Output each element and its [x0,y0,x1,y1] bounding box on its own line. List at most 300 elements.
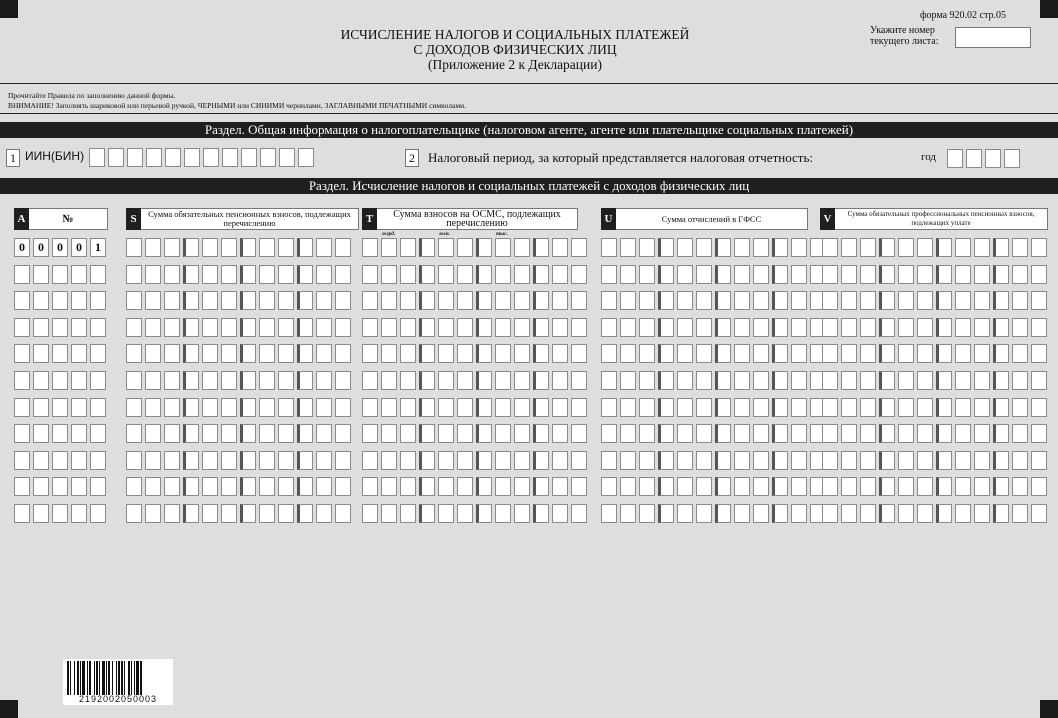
row-number-cell[interactable] [14,344,30,363]
pension-contribution-cell[interactable] [240,451,256,470]
professional-pension-cell[interactable] [860,318,876,337]
osms-contribution-cell[interactable] [400,291,416,310]
gfss-contribution-cell[interactable] [658,265,674,284]
osms-contribution-cell[interactable] [362,265,378,284]
pension-contribution-cell[interactable] [316,451,332,470]
gfss-contribution-cell[interactable] [601,318,617,337]
osms-contribution-cell[interactable] [400,451,416,470]
gfss-contribution-cell[interactable] [677,318,693,337]
professional-pension-cell[interactable] [1012,371,1028,390]
gfss-contribution-cell[interactable] [715,344,731,363]
gfss-contribution-cell[interactable] [658,371,674,390]
professional-pension-cell[interactable] [936,318,952,337]
professional-pension-cell[interactable] [822,371,838,390]
gfss-contribution-cell[interactable] [639,238,655,257]
professional-pension-cell[interactable] [860,424,876,443]
row-number-cell[interactable] [52,265,68,284]
row-number-cell[interactable] [14,265,30,284]
professional-pension-cell[interactable] [936,238,952,257]
row-number-cell[interactable] [33,265,49,284]
pension-contribution-cell[interactable] [126,371,142,390]
professional-pension-cell[interactable] [917,451,933,470]
professional-pension-cell[interactable] [993,451,1009,470]
professional-pension-cell[interactable] [917,504,933,523]
pension-contribution-cell[interactable] [259,371,275,390]
pension-contribution-cell[interactable] [297,451,313,470]
gfss-contribution-cell[interactable] [791,371,807,390]
professional-pension-cell[interactable] [1031,238,1047,257]
osms-contribution-cell[interactable] [381,265,397,284]
pension-contribution-cell[interactable] [126,238,142,257]
pension-contribution-cell[interactable] [259,451,275,470]
gfss-contribution-cell[interactable] [677,265,693,284]
professional-pension-cell[interactable] [974,371,990,390]
pension-contribution-cell[interactable] [278,371,294,390]
pension-contribution-cell[interactable] [316,344,332,363]
osms-contribution-cell[interactable] [476,504,492,523]
pension-contribution-cell[interactable] [297,238,313,257]
pension-contribution-cell[interactable] [202,238,218,257]
pension-contribution-cell[interactable] [240,265,256,284]
professional-pension-cell[interactable] [936,424,952,443]
pension-contribution-cell[interactable] [297,477,313,496]
gfss-contribution-cell[interactable] [715,291,731,310]
row-number-cell[interactable] [33,344,49,363]
gfss-contribution-cell[interactable] [753,424,769,443]
row-number-cell[interactable] [14,424,30,443]
pension-contribution-cell[interactable] [221,238,237,257]
gfss-contribution-cell[interactable] [715,424,731,443]
row-number-cell[interactable] [90,265,106,284]
row-number-cell[interactable]: 0 [52,238,68,257]
osms-contribution-cell[interactable] [514,291,530,310]
pension-contribution-cell[interactable] [183,504,199,523]
osms-contribution-cell[interactable] [571,451,587,470]
pension-contribution-cell[interactable] [278,291,294,310]
pension-contribution-cell[interactable] [240,318,256,337]
professional-pension-cell[interactable] [822,265,838,284]
osms-contribution-cell[interactable] [419,344,435,363]
gfss-contribution-cell[interactable] [791,318,807,337]
osms-contribution-cell[interactable] [381,451,397,470]
pension-contribution-cell[interactable] [316,371,332,390]
professional-pension-cell[interactable] [974,451,990,470]
professional-pension-cell[interactable] [917,344,933,363]
osms-contribution-cell[interactable] [552,371,568,390]
professional-pension-cell[interactable] [879,424,895,443]
professional-pension-cell[interactable] [955,291,971,310]
professional-pension-cell[interactable] [917,371,933,390]
pension-contribution-cell[interactable] [278,318,294,337]
pension-contribution-cell[interactable] [259,238,275,257]
gfss-contribution-cell[interactable] [753,451,769,470]
osms-contribution-cell[interactable] [533,318,549,337]
professional-pension-cell[interactable] [1031,265,1047,284]
pension-contribution-cell[interactable] [145,318,161,337]
gfss-contribution-cell[interactable] [734,291,750,310]
pension-contribution-cell[interactable] [202,291,218,310]
osms-contribution-cell[interactable] [381,504,397,523]
gfss-contribution-cell[interactable] [753,371,769,390]
gfss-contribution-cell[interactable] [601,398,617,417]
professional-pension-cell[interactable] [879,371,895,390]
pension-contribution-cell[interactable] [240,371,256,390]
professional-pension-cell[interactable] [860,265,876,284]
gfss-contribution-cell[interactable] [734,238,750,257]
row-number-cell[interactable]: 1 [90,238,106,257]
gfss-contribution-cell[interactable] [772,265,788,284]
gfss-contribution-cell[interactable] [601,238,617,257]
osms-contribution-cell[interactable] [495,451,511,470]
pension-contribution-cell[interactable] [202,371,218,390]
osms-contribution-cell[interactable] [381,424,397,443]
pension-contribution-cell[interactable] [240,344,256,363]
osms-contribution-cell[interactable] [533,291,549,310]
pension-contribution-cell[interactable] [164,238,180,257]
pension-contribution-cell[interactable] [183,398,199,417]
gfss-contribution-cell[interactable] [753,291,769,310]
pension-contribution-cell[interactable] [126,424,142,443]
gfss-contribution-cell[interactable] [620,238,636,257]
osms-contribution-cell[interactable] [476,398,492,417]
osms-contribution-cell[interactable] [419,451,435,470]
osms-contribution-cell[interactable] [571,265,587,284]
row-number-cell[interactable] [90,344,106,363]
professional-pension-cell[interactable] [898,318,914,337]
year-digit-cell[interactable] [1004,149,1020,168]
gfss-contribution-cell[interactable] [639,504,655,523]
professional-pension-cell[interactable] [841,265,857,284]
pension-contribution-cell[interactable] [145,344,161,363]
professional-pension-cell[interactable] [879,451,895,470]
pension-contribution-cell[interactable] [145,504,161,523]
row-number-cell[interactable] [33,424,49,443]
gfss-contribution-cell[interactable] [753,318,769,337]
professional-pension-cell[interactable] [822,238,838,257]
professional-pension-cell[interactable] [898,477,914,496]
professional-pension-cell[interactable] [822,291,838,310]
osms-contribution-cell[interactable] [400,238,416,257]
gfss-contribution-cell[interactable] [639,398,655,417]
osms-contribution-cell[interactable] [400,318,416,337]
gfss-contribution-cell[interactable] [601,265,617,284]
pension-contribution-cell[interactable] [202,318,218,337]
gfss-contribution-cell[interactable] [658,291,674,310]
professional-pension-cell[interactable] [1031,291,1047,310]
osms-contribution-cell[interactable] [552,265,568,284]
row-number-cell[interactable] [52,398,68,417]
row-number-cell[interactable] [71,477,87,496]
pension-contribution-cell[interactable] [259,398,275,417]
gfss-contribution-cell[interactable] [601,371,617,390]
osms-contribution-cell[interactable] [476,451,492,470]
row-number-cell[interactable] [14,398,30,417]
gfss-contribution-cell[interactable] [772,291,788,310]
gfss-contribution-cell[interactable] [696,371,712,390]
gfss-contribution-cell[interactable] [677,424,693,443]
osms-contribution-cell[interactable] [419,318,435,337]
iin-digit-cell[interactable] [108,148,124,167]
osms-contribution-cell[interactable] [571,291,587,310]
professional-pension-cell[interactable] [993,291,1009,310]
osms-contribution-cell[interactable] [533,477,549,496]
osms-contribution-cell[interactable] [362,424,378,443]
gfss-contribution-cell[interactable] [601,344,617,363]
pension-contribution-cell[interactable] [278,265,294,284]
gfss-contribution-cell[interactable] [791,398,807,417]
osms-contribution-cell[interactable] [438,318,454,337]
gfss-contribution-cell[interactable] [620,424,636,443]
osms-contribution-cell[interactable] [438,371,454,390]
professional-pension-cell[interactable] [1031,451,1047,470]
gfss-contribution-cell[interactable] [601,504,617,523]
professional-pension-cell[interactable] [917,477,933,496]
pension-contribution-cell[interactable] [126,451,142,470]
row-number-cell[interactable] [14,477,30,496]
pension-contribution-cell[interactable] [316,477,332,496]
pension-contribution-cell[interactable] [316,265,332,284]
professional-pension-cell[interactable] [1031,424,1047,443]
row-number-cell[interactable] [33,504,49,523]
row-number-cell[interactable] [14,504,30,523]
gfss-contribution-cell[interactable] [696,424,712,443]
gfss-contribution-cell[interactable] [658,451,674,470]
professional-pension-cell[interactable] [822,424,838,443]
osms-contribution-cell[interactable] [552,477,568,496]
row-number-cell[interactable] [71,318,87,337]
pension-contribution-cell[interactable] [126,265,142,284]
osms-contribution-cell[interactable] [400,477,416,496]
professional-pension-cell[interactable] [822,477,838,496]
gfss-contribution-cell[interactable] [696,344,712,363]
pension-contribution-cell[interactable] [316,291,332,310]
osms-contribution-cell[interactable] [419,398,435,417]
row-number-cell[interactable] [33,291,49,310]
pension-contribution-cell[interactable] [316,398,332,417]
iin-digit-cell[interactable] [241,148,257,167]
professional-pension-cell[interactable] [1031,371,1047,390]
pension-contribution-cell[interactable] [259,265,275,284]
osms-contribution-cell[interactable] [457,424,473,443]
professional-pension-cell[interactable] [955,344,971,363]
pension-contribution-cell[interactable] [126,477,142,496]
row-number-cell[interactable] [52,477,68,496]
gfss-contribution-cell[interactable] [753,477,769,496]
osms-contribution-cell[interactable] [514,371,530,390]
iin-digit-cell[interactable] [203,148,219,167]
row-number-cell[interactable] [14,318,30,337]
pension-contribution-cell[interactable] [164,371,180,390]
pension-contribution-cell[interactable] [145,424,161,443]
professional-pension-cell[interactable] [879,477,895,496]
pension-contribution-cell[interactable] [335,265,351,284]
row-number-cell[interactable] [52,424,68,443]
osms-contribution-cell[interactable] [438,291,454,310]
row-number-cell[interactable] [71,424,87,443]
osms-contribution-cell[interactable] [362,371,378,390]
osms-contribution-cell[interactable] [400,424,416,443]
pension-contribution-cell[interactable] [202,477,218,496]
professional-pension-cell[interactable] [898,265,914,284]
osms-contribution-cell[interactable] [495,477,511,496]
professional-pension-cell[interactable] [955,238,971,257]
professional-pension-cell[interactable] [1031,398,1047,417]
gfss-contribution-cell[interactable] [715,318,731,337]
row-number-cell[interactable] [14,371,30,390]
professional-pension-cell[interactable] [993,344,1009,363]
pension-contribution-cell[interactable] [335,291,351,310]
gfss-contribution-cell[interactable] [677,398,693,417]
professional-pension-cell[interactable] [917,291,933,310]
row-number-cell[interactable] [14,451,30,470]
pension-contribution-cell[interactable] [221,344,237,363]
professional-pension-cell[interactable] [955,371,971,390]
osms-contribution-cell[interactable] [457,265,473,284]
gfss-contribution-cell[interactable] [772,371,788,390]
gfss-contribution-cell[interactable] [620,265,636,284]
row-number-cell[interactable] [52,451,68,470]
osms-contribution-cell[interactable] [476,291,492,310]
gfss-contribution-cell[interactable] [696,504,712,523]
gfss-contribution-cell[interactable] [639,477,655,496]
osms-contribution-cell[interactable] [438,238,454,257]
professional-pension-cell[interactable] [974,344,990,363]
osms-contribution-cell[interactable] [457,238,473,257]
professional-pension-cell[interactable] [860,344,876,363]
pension-contribution-cell[interactable] [164,504,180,523]
pension-contribution-cell[interactable] [297,344,313,363]
gfss-contribution-cell[interactable] [639,265,655,284]
pension-contribution-cell[interactable] [240,398,256,417]
row-number-cell[interactable] [52,504,68,523]
osms-contribution-cell[interactable] [400,398,416,417]
osms-contribution-cell[interactable] [571,344,587,363]
gfss-contribution-cell[interactable] [677,451,693,470]
professional-pension-cell[interactable] [1012,265,1028,284]
professional-pension-cell[interactable] [936,265,952,284]
gfss-contribution-cell[interactable] [734,344,750,363]
row-number-cell[interactable] [90,318,106,337]
gfss-contribution-cell[interactable] [734,424,750,443]
row-number-cell[interactable] [90,451,106,470]
osms-contribution-cell[interactable] [533,424,549,443]
osms-contribution-cell[interactable] [476,371,492,390]
professional-pension-cell[interactable] [879,238,895,257]
pension-contribution-cell[interactable] [240,238,256,257]
pension-contribution-cell[interactable] [183,424,199,443]
professional-pension-cell[interactable] [974,291,990,310]
osms-contribution-cell[interactable] [362,451,378,470]
professional-pension-cell[interactable] [993,318,1009,337]
gfss-contribution-cell[interactable] [677,238,693,257]
professional-pension-cell[interactable] [993,265,1009,284]
professional-pension-cell[interactable] [974,238,990,257]
gfss-contribution-cell[interactable] [715,398,731,417]
gfss-contribution-cell[interactable] [658,344,674,363]
row-number-cell[interactable] [71,398,87,417]
osms-contribution-cell[interactable] [514,477,530,496]
professional-pension-cell[interactable] [974,477,990,496]
osms-contribution-cell[interactable] [362,344,378,363]
gfss-contribution-cell[interactable] [620,477,636,496]
gfss-contribution-cell[interactable] [791,504,807,523]
pension-contribution-cell[interactable] [297,318,313,337]
gfss-contribution-cell[interactable] [601,424,617,443]
professional-pension-cell[interactable] [1012,318,1028,337]
gfss-contribution-cell[interactable] [601,451,617,470]
iin-digit-cell[interactable] [89,148,105,167]
professional-pension-cell[interactable] [898,504,914,523]
gfss-contribution-cell[interactable] [620,504,636,523]
pension-contribution-cell[interactable] [183,291,199,310]
gfss-contribution-cell[interactable] [772,477,788,496]
professional-pension-cell[interactable] [993,477,1009,496]
pension-contribution-cell[interactable] [126,291,142,310]
gfss-contribution-cell[interactable] [772,504,788,523]
pension-contribution-cell[interactable] [240,424,256,443]
gfss-contribution-cell[interactable] [696,265,712,284]
year-digit-cell[interactable] [985,149,1001,168]
professional-pension-cell[interactable] [879,504,895,523]
pension-contribution-cell[interactable] [183,344,199,363]
osms-contribution-cell[interactable] [552,291,568,310]
osms-contribution-cell[interactable] [495,504,511,523]
professional-pension-cell[interactable] [1012,344,1028,363]
professional-pension-cell[interactable] [993,424,1009,443]
osms-contribution-cell[interactable] [362,238,378,257]
row-number-cell[interactable] [33,318,49,337]
gfss-contribution-cell[interactable] [772,398,788,417]
pension-contribution-cell[interactable] [164,424,180,443]
osms-contribution-cell[interactable] [438,451,454,470]
sheet-number-input[interactable] [955,27,1031,48]
osms-contribution-cell[interactable] [552,318,568,337]
gfss-contribution-cell[interactable] [696,451,712,470]
osms-contribution-cell[interactable] [533,451,549,470]
iin-digit-cell[interactable] [279,148,295,167]
osms-contribution-cell[interactable] [495,265,511,284]
professional-pension-cell[interactable] [822,318,838,337]
row-number-cell[interactable]: 0 [33,238,49,257]
osms-contribution-cell[interactable] [400,504,416,523]
pension-contribution-cell[interactable] [297,398,313,417]
gfss-contribution-cell[interactable] [772,344,788,363]
osms-contribution-cell[interactable] [457,504,473,523]
professional-pension-cell[interactable] [1012,424,1028,443]
osms-contribution-cell[interactable] [381,238,397,257]
osms-contribution-cell[interactable] [514,424,530,443]
row-number-cell[interactable] [90,398,106,417]
osms-contribution-cell[interactable] [457,371,473,390]
osms-contribution-cell[interactable] [495,371,511,390]
osms-contribution-cell[interactable] [476,424,492,443]
osms-contribution-cell[interactable] [552,451,568,470]
professional-pension-cell[interactable] [841,477,857,496]
pension-contribution-cell[interactable] [297,504,313,523]
row-number-cell[interactable] [71,371,87,390]
iin-digit-cell[interactable] [146,148,162,167]
row-number-cell[interactable] [52,371,68,390]
osms-contribution-cell[interactable] [495,238,511,257]
row-number-cell[interactable]: 0 [71,238,87,257]
osms-contribution-cell[interactable] [457,398,473,417]
professional-pension-cell[interactable] [898,424,914,443]
osms-contribution-cell[interactable] [419,371,435,390]
professional-pension-cell[interactable] [860,291,876,310]
professional-pension-cell[interactable] [1012,238,1028,257]
iin-digit-cell[interactable] [184,148,200,167]
gfss-contribution-cell[interactable] [639,451,655,470]
